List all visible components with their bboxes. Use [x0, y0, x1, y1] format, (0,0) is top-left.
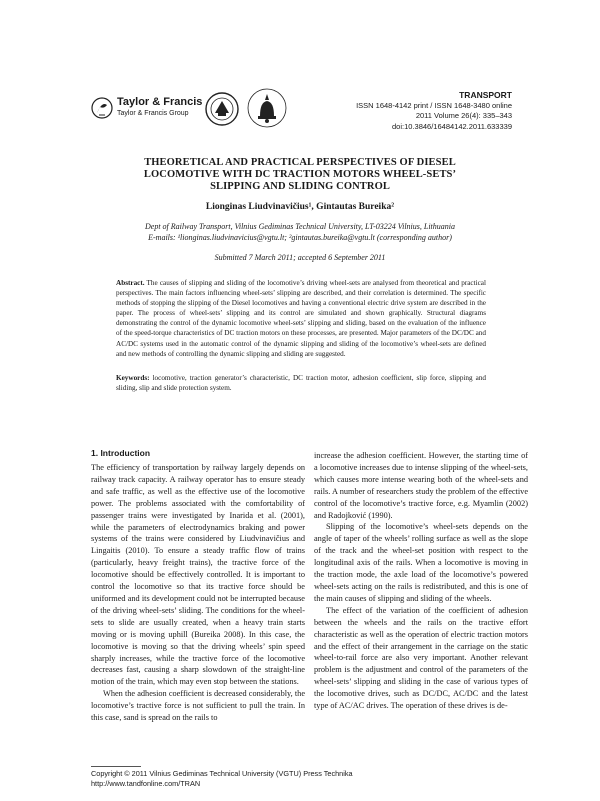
title-line: THEORETICAL AND PRACTICAL PERSPECTIVES OF DIESEL: [144, 157, 456, 168]
publisher-name: Taylor & Francis: [117, 96, 203, 108]
body-column-left: [91, 462, 305, 724]
paragraph: When the adhesion coefficient is decreased considerably, the locomotive’s tractive force is not sufficient to pull the train. In this case, sand is spread on the rails to: [91, 689, 305, 723]
footer: [91, 769, 353, 788]
keywords-label: Keywords:: [116, 374, 150, 382]
authors: Lionginas Liudvinavičius¹, Gintautas Bureika²: [205, 202, 395, 212]
abstract-text: The causes of slipping and sliding of the locomotive’s driving wheel-sets are analysed from theoretical and practical perspectives. The main factors influencing wheel-sets’ slipping are described, and their correlation is determined. The specific methods of stopping the slipping of the Diesel locomotives and having a conventional electric drive system are described in the paper. The process of wheel-sets’ slipping and its control are simulated and shown graphically. Structural diagrams demonstrating the control of the dynamic locomotive wheel-sets’ slipping and sliding, based on the evaluation of the influence of the speed-torque characteristics of DC traction motors on these processes, are presented. Major parameters of the DC/DC and AC/DC systems used in the automatic control of the dynamic slipping and sliding of the locomotive’s wheel-sets are defined and new methods of controlling the dynamic slipping and sliding are suggested.: [116, 279, 486, 358]
section-heading: 1. Introduction: [91, 448, 151, 458]
title-line: LOCOMOTIVE WITH DC TRACTION MOTORS WHEEL-SETS’: [143, 169, 457, 180]
journal-issn: ISSN 1648-4142 print / ISSN 1648-3480 online: [356, 100, 512, 110]
journal-info: [292, 90, 512, 132]
keywords: [116, 373, 486, 393]
paragraph: The effect of the variation of the coefficient of adhesion between the wheels and the rails on the tractive effort characteristic as well as the operation of electric traction motors and the effect of their arrangement in the carriage on the static wheel-to-rail force are also very important. Another relevant problem is the adjustment and control of the parameters of the wheel-sets’ slipping and sliding in the case of various types of the locomotive drives, such as DC/DC, AC/DC and the latest type of AC/AC drives. The operation of these drives is de-: [314, 605, 528, 711]
body-column-right: [314, 450, 528, 712]
submission-dates: Submitted 7 March 2011; accepted 6 September 2011: [214, 253, 386, 262]
emails: E-mails: ¹lionginas.liudvinavicius@vgtu.lt; ²gintautas.bureika@vgtu.lt (corresponding author): [148, 233, 452, 242]
publisher-group: Taylor & Francis Group: [117, 110, 189, 117]
title-line: SLIPPING AND SLIDING CONTROL: [210, 181, 390, 192]
affiliation: Dept of Railway Transport, Vilnius Gediminas Technical University, LT-03224 Vilnius, Lithuania: [145, 222, 455, 231]
paragraph: increase the adhesion coefficient. However, the starting time of a locomotive increases due to intense slipping of the wheel-sets, which causes more intense wearing both of the wheel-sets and rails. A number of researchers study the problem of the effective control of the locomotive’s tractive force, e.g. Myamlin (2002) and Radojković (1990).: [314, 451, 528, 520]
footer-rule: [91, 766, 141, 767]
journal-url[interactable]: http://www.tandfonline.com/TRAN: [91, 778, 201, 788]
affiliation-block: [90, 221, 510, 243]
journal-volume: 2011 Volume 26(4): 335–343: [415, 111, 512, 120]
copyright: Copyright © 2011 Vilnius Gediminas Technical University (VGTU) Press Technika: [91, 769, 353, 778]
university-seal-icon: [204, 90, 240, 128]
academy-seal-icon: [246, 86, 288, 130]
paragraph: The efficiency of transportation by railway largely depends on railway track capacity. A railway operator has to ensure steady and safe traffic, as well as the effective use of the locomotive power. The problems associated with the comfortability of passenger trains were investigated by Inarida et al. (2001), while the parameters of electrodynamics braking and power systems of the trains were considered by Liudvinavičius and Lingaitis (2010). To ensure a steady traffic flow of trains (particularly, heavy freight trains), the tractive force of the locomotive should be effectively controlled. It is important to control the locomotive so that its tractive force should be uniformed and its development could not be interrupted because of the driving wheel-sets’ sliding. The conditions for the wheel-sets to slide are usually created, when a heavy train starts moving or is moving uphill (Bureika 2008). In this case, the locomotive is moving so that the driving wheels’ spin speed sharply increases, while the tractive force of the locomotive decreases fast, causing a sharp slowdown of the straight-line motion of the train, which may even stop between the stations.: [91, 463, 305, 687]
keywords-text: locomotive, traction generator’s characteristic, DC traction motor, adhesion coefficient, slip force, slipping and sliding, slip and slide protection system.: [116, 374, 487, 393]
taylor-francis-logo: [91, 95, 201, 125]
journal-doi: doi:10.3846/16484142.2011.633339: [392, 121, 512, 131]
journal-name: TRANSPORT: [459, 90, 512, 100]
abstract: [116, 278, 486, 359]
paragraph: Slipping of the locomotive’s wheel-sets depends on the angle of taper of the wheels’ rolling surface as well as the slope of the track and the wheel-set position with respect to the longitudinal axis of the rails. When a locomotive is moving in the traction mode, the axle load of the locomotive’s powered wheel-sets acting on the rails is redistributed, and this is one of the main causes of slipping and sliding of the wheels.: [314, 522, 528, 603]
abstract-label: Abstract.: [116, 279, 145, 287]
article-title: [110, 157, 490, 193]
taylor-francis-mark-icon: [91, 95, 113, 121]
